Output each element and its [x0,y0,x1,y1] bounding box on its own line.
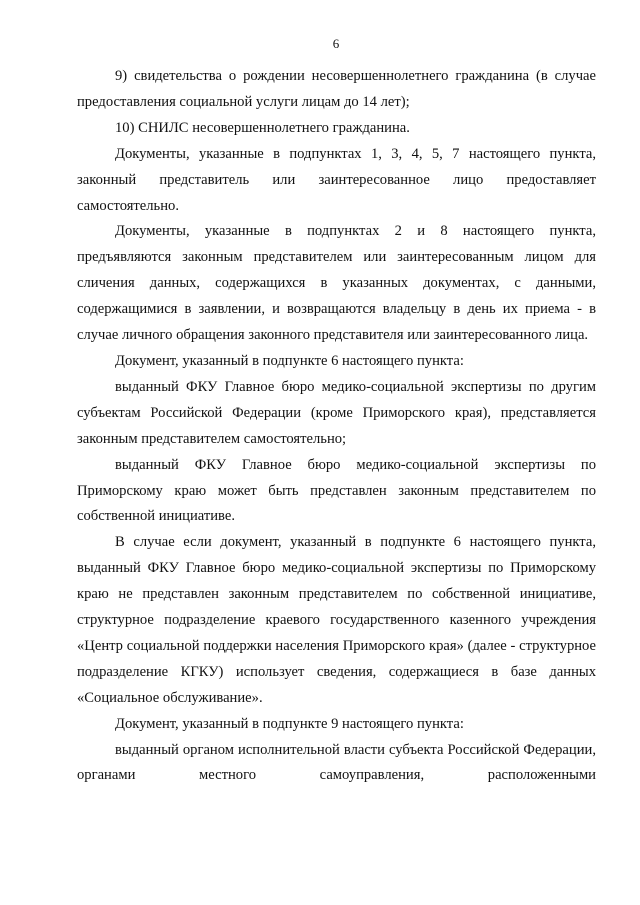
paragraph-item-10: 10) СНИЛС несовершеннолетнего гражданина. [115,119,410,136]
paragraph-document-9-issued: выданный органом исполнительной власти субъекта Российской Федерации, органами местного самоуправления, расположенными [77,741,596,784]
paragraph-document-6-intro: Документ, указанный в подпункте 6 настоящего пункта: [115,352,464,369]
paragraph-document-6-other-regions: выданный ФКУ Главное бюро медико-социальной экспертизы по другим субъектам Российской Федерации (кроме Приморского края), представляется законным представителем самостоятельно; [77,378,596,447]
paragraph-document-6-primorsky: выданный ФКУ Главное бюро медико-социальной экспертизы по Приморскому краю может быть представлен законным представителем по собственной инициативе. [77,456,596,525]
document-body [77,64,596,789]
paragraph-documents-presented: Документы, указанные в подпунктах 2 и 8 настоящего пункта, предъявляются законным представителем или заинтересованным лицом для сличения данных, содержащихся в указанных документах, с данными, содержащимися в заявлении, и возвращаются владельцу в день их приема - в случае личного обращения законного представителя или заинтересованного лица. [77,223,596,344]
paragraph-item-9: 9) свидетельства о рождении несовершеннолетнего гражданина (в случае предоставления социальной услуги лицам до 14 лет); [77,68,596,110]
paragraph-documents-self-provided: Документы, указанные в подпунктах 1, 3, 4, 5, 7 настоящего пункта, законный представитель или заинтересованное лицо предоставляет самостоятельно. [77,145,596,214]
page-number: 6 [332,36,340,51]
paragraph-document-9-intro: Документ, указанный в подпункте 9 настоящего пункта: [115,715,464,732]
paragraph-document-6-not-provided: В случае если документ, указанный в подпункте 6 настоящего пункта, выданный ФКУ Главное бюро медико-социальной экспертизы по Приморскому краю не представлен законным представителем по собственной инициативе, структурное подразделение краевого государственного казенного учреждения «Центр социальной поддержки населения Приморского края» (далее - структурное подразделение КГКУ) использует сведения, содержащиеся в базе данных «Социальное обслуживание». [77,534,596,706]
